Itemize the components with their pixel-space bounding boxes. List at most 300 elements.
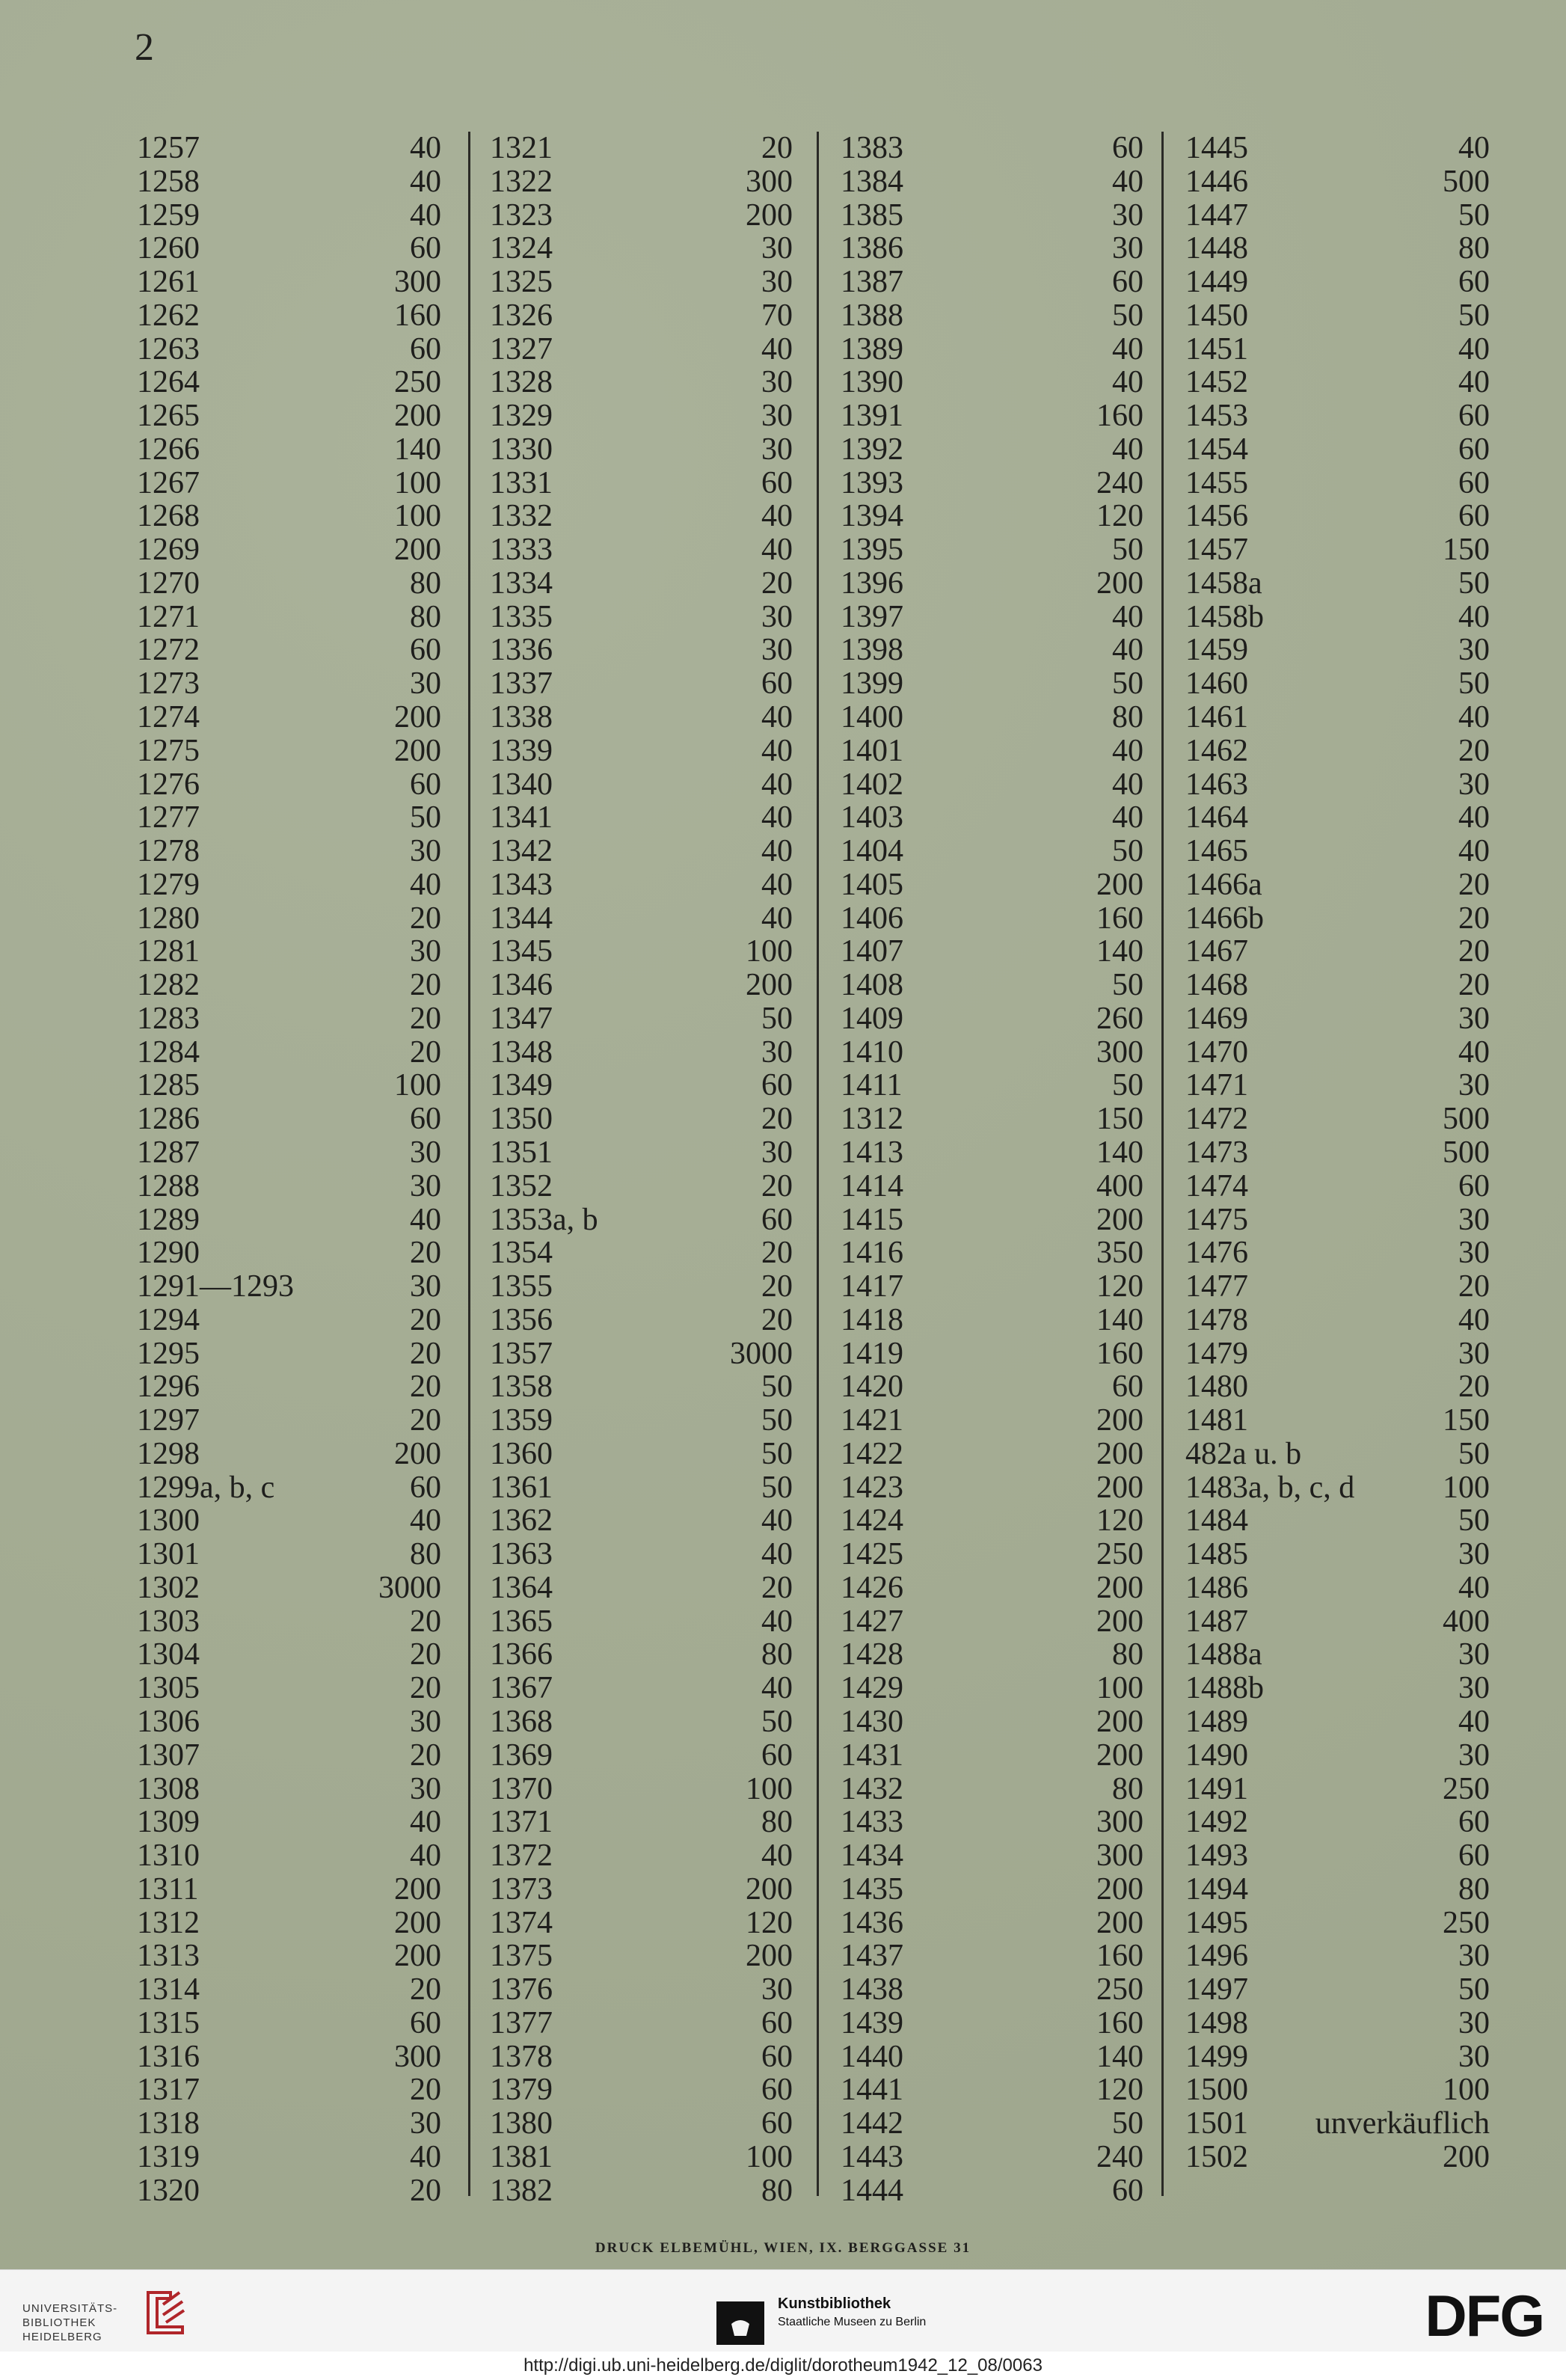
- price-value: 40: [1458, 1034, 1490, 1070]
- price-value: 30: [761, 633, 793, 668]
- lot-number: 1411: [841, 1068, 903, 1103]
- lot-number: 1409: [841, 1001, 903, 1036]
- price-value: 30: [410, 1135, 441, 1170]
- dfg-logo[interactable]: DFG: [1425, 2283, 1544, 2349]
- price-value: 60: [1458, 432, 1490, 467]
- lot-number: 1389: [841, 331, 903, 366]
- table-row: [137, 835, 441, 868]
- lot-number: 1281: [137, 934, 200, 969]
- table-row: [1185, 299, 1490, 333]
- price-value: 60: [761, 465, 793, 500]
- price-value: unverkäuflich: [1315, 2106, 1490, 2141]
- table-row: [490, 467, 793, 500]
- table-row: [841, 1672, 1143, 1705]
- lot-number: 1404: [841, 834, 903, 869]
- lot-number: 1408: [841, 968, 903, 1003]
- price-value: 240: [1096, 465, 1143, 500]
- lot-number: 1393: [841, 465, 903, 500]
- lot-number: 1493: [1185, 1838, 1248, 1874]
- price-value: 80: [761, 1805, 793, 1840]
- table-row: [137, 1370, 441, 1404]
- lot-number: 1324: [490, 231, 553, 266]
- price-value: 50: [1112, 2106, 1143, 2141]
- lot-number: 1286: [137, 1102, 200, 1137]
- lot-number: 1401: [841, 733, 903, 768]
- price-value: 20: [410, 1034, 441, 1070]
- lot-number: 1466b: [1185, 901, 1264, 936]
- lot-number: 1291—1293: [137, 1269, 294, 1304]
- price-value: 40: [1458, 800, 1490, 835]
- price-value: 30: [1458, 633, 1490, 668]
- price-value: 40: [761, 901, 793, 936]
- lot-number: 1279: [137, 867, 200, 902]
- price-value: 260: [1096, 1001, 1143, 1036]
- price-value: 100: [746, 1771, 793, 1806]
- lot-number: 1462: [1185, 733, 1248, 768]
- table-row: [841, 533, 1143, 567]
- table-row: [1185, 1571, 1490, 1605]
- table-row: [490, 1170, 793, 1203]
- price-value: 150: [1096, 1102, 1143, 1137]
- table-row: [490, 399, 793, 433]
- table-row: [137, 500, 441, 533]
- kunstbibliothek-subtitle: Staatliche Museen zu Berlin: [778, 2316, 927, 2328]
- price-value: 20: [1458, 867, 1490, 902]
- table-row: [137, 1136, 441, 1170]
- price-value: 60: [761, 1738, 793, 1773]
- table-row: [137, 701, 441, 734]
- lot-number: 1467: [1185, 934, 1248, 969]
- table-row: [1185, 1404, 1490, 1438]
- table-row: [1185, 1773, 1490, 1806]
- price-value: 140: [1096, 1302, 1143, 1337]
- table-row: [841, 199, 1143, 233]
- lot-number: 1313: [137, 1939, 200, 1974]
- lot-number: 1300: [137, 1503, 200, 1539]
- lot-number: 1283: [137, 1001, 200, 1036]
- price-value: 160: [1096, 1336, 1143, 1371]
- price-value: 40: [1112, 365, 1143, 400]
- column-divider: [468, 132, 470, 2196]
- lot-number: 1303: [137, 1604, 200, 1639]
- lot-number: 1395: [841, 533, 903, 568]
- table-row: [137, 299, 441, 333]
- lot-number: 1476: [1185, 1236, 1248, 1271]
- table-row: [490, 1973, 793, 2007]
- table-row: [137, 366, 441, 399]
- table-row: [137, 1538, 441, 1571]
- price-column-4: [1185, 132, 1490, 2174]
- table-row: [137, 2040, 441, 2074]
- lot-number: 1451: [1185, 331, 1248, 366]
- price-value: 80: [1112, 1637, 1143, 1672]
- lot-number: 1304: [137, 1637, 200, 1672]
- table-row: [1185, 1672, 1490, 1705]
- table-row: [490, 734, 793, 768]
- price-value: 40: [1112, 800, 1143, 835]
- lot-number: 1387: [841, 265, 903, 300]
- price-value: 20: [410, 1671, 441, 1706]
- table-row: [1185, 601, 1490, 634]
- lot-number: 1289: [137, 1202, 200, 1237]
- lot-number: 1446: [1185, 164, 1248, 199]
- page-number: 2: [135, 26, 154, 69]
- lot-number: 1374: [490, 1905, 553, 1940]
- table-row: [841, 333, 1143, 366]
- table-row: [490, 299, 793, 333]
- lot-number: 1464: [1185, 800, 1248, 835]
- lot-number: 1484: [1185, 1503, 1248, 1539]
- lot-number: 1500: [1185, 2073, 1248, 2108]
- lot-number: 1430: [841, 1704, 903, 1739]
- price-value: 200: [394, 399, 441, 434]
- table-row: [490, 601, 793, 634]
- price-value: 40: [761, 1604, 793, 1639]
- table-row: [137, 1907, 441, 1940]
- price-value: 200: [1096, 565, 1143, 601]
- price-column-1: [137, 132, 441, 2207]
- lot-number: 1261: [137, 265, 200, 300]
- price-value: 40: [1458, 365, 1490, 400]
- lot-number: 1466a: [1185, 867, 1262, 902]
- table-row: [841, 1873, 1143, 1907]
- kunstbibliothek-logo-icon[interactable]: [716, 2301, 764, 2349]
- lot-number: 1431: [841, 1738, 903, 1773]
- table-row: [1185, 835, 1490, 868]
- lot-number: 1488b: [1185, 1671, 1264, 1706]
- table-row: [490, 165, 793, 199]
- lot-number: 1492: [1185, 1805, 1248, 1840]
- table-row: [137, 1873, 441, 1907]
- lot-number: 1382: [490, 2173, 553, 2208]
- table-row: [490, 232, 793, 266]
- table-row: [490, 768, 793, 802]
- price-value: 30: [761, 432, 793, 467]
- table-row: [490, 500, 793, 533]
- lot-number: 1391: [841, 399, 903, 434]
- lot-number: 1335: [490, 599, 553, 634]
- lot-number: 1325: [490, 265, 553, 300]
- price-value: 30: [410, 1704, 441, 1739]
- table-row: [137, 433, 441, 467]
- price-value: 80: [410, 565, 441, 601]
- university-line: BIBLIOTHEK: [22, 2316, 96, 2329]
- lot-number: 1495: [1185, 1905, 1248, 1940]
- table-row: [490, 1102, 793, 1136]
- table-row: [137, 165, 441, 199]
- lot-number: 1316: [137, 2039, 200, 2074]
- table-row: [490, 1438, 793, 1471]
- price-value: 60: [1458, 399, 1490, 434]
- price-value: 30: [1458, 1068, 1490, 1103]
- lot-number: 1346: [490, 968, 553, 1003]
- price-value: 20: [1458, 1269, 1490, 1304]
- lot-number: 1368: [490, 1704, 553, 1739]
- price-value: 30: [1458, 1336, 1490, 1371]
- table-row: [1185, 1839, 1490, 1873]
- table-row: [1185, 935, 1490, 969]
- table-row: [490, 333, 793, 366]
- footer-bar: [0, 2269, 1566, 2352]
- price-value: 120: [1096, 1269, 1143, 1304]
- price-value: 80: [410, 599, 441, 634]
- lot-number: 1296: [137, 1370, 200, 1405]
- price-value: 30: [1458, 1671, 1490, 1706]
- table-row: [1185, 132, 1490, 165]
- table-row: [841, 1136, 1143, 1170]
- lot-number: 1371: [490, 1805, 553, 1840]
- table-row: [1185, 467, 1490, 500]
- price-value: 60: [761, 666, 793, 702]
- table-row: [137, 1438, 441, 1471]
- table-row: [137, 1270, 441, 1304]
- lot-number: 1365: [490, 1604, 553, 1639]
- table-row: [137, 1504, 441, 1538]
- lot-number: 1502: [1185, 2139, 1248, 2174]
- lot-number: 1275: [137, 733, 200, 768]
- table-row: [1185, 1504, 1490, 1538]
- lot-number: 1314: [137, 1972, 200, 2008]
- price-value: 20: [410, 1236, 441, 1271]
- price-value: 200: [746, 1939, 793, 1974]
- lot-number: 1483a, b, c, d: [1185, 1470, 1355, 1505]
- lot-number: 1472: [1185, 1102, 1248, 1137]
- table-row: [841, 1203, 1143, 1237]
- lot-number: 1452: [1185, 365, 1248, 400]
- lot-number: 1496: [1185, 1939, 1248, 1974]
- table-row: [490, 1337, 793, 1371]
- source-url[interactable]: http://digi.ub.uni-heidelberg.de/diglit/dorotheum1942_12_08/0063: [0, 2352, 1566, 2380]
- table-row: [841, 1939, 1143, 1973]
- table-row: [1185, 1973, 1490, 2007]
- lot-number: 1417: [841, 1269, 903, 1304]
- lot-number: 1312: [841, 1102, 903, 1137]
- lot-number: 1400: [841, 700, 903, 735]
- table-row: [137, 1773, 441, 1806]
- table-row: [1185, 366, 1490, 399]
- lot-number: 1449: [1185, 265, 1248, 300]
- price-value: 200: [394, 1436, 441, 1471]
- table-row: [841, 1102, 1143, 1136]
- table-row: [841, 1773, 1143, 1806]
- lot-number: 1375: [490, 1939, 553, 1974]
- price-value: 160: [1096, 1939, 1143, 1974]
- table-row: [137, 1404, 441, 1438]
- price-value: 20: [410, 901, 441, 936]
- price-value: 200: [1096, 1871, 1143, 1907]
- lot-number: 1278: [137, 834, 200, 869]
- price-value: 70: [761, 298, 793, 333]
- university-library-name: [22, 2301, 117, 2344]
- price-value: 200: [1096, 1470, 1143, 1505]
- price-value: 250: [394, 365, 441, 400]
- table-row: [1185, 734, 1490, 768]
- table-row: [1185, 533, 1490, 567]
- table-row: [1185, 1370, 1490, 1404]
- price-value: 100: [1096, 1671, 1143, 1706]
- table-row: [490, 1203, 793, 1237]
- lot-number: 1402: [841, 767, 903, 802]
- table-row: [1185, 1236, 1490, 1270]
- lot-number: 1370: [490, 1771, 553, 1806]
- price-value: 40: [1458, 1704, 1490, 1739]
- price-value: 30: [410, 934, 441, 969]
- price-value: 40: [761, 767, 793, 802]
- table-row: [490, 1236, 793, 1270]
- price-value: 30: [761, 365, 793, 400]
- lot-number: 1295: [137, 1336, 200, 1371]
- price-value: 50: [1458, 1436, 1490, 1471]
- price-value: 140: [394, 432, 441, 467]
- lot-number: 1439: [841, 2005, 903, 2040]
- table-row: [841, 1370, 1143, 1404]
- lot-number: 1323: [490, 197, 553, 233]
- lot-number: 1447: [1185, 197, 1248, 233]
- lot-number: 1405: [841, 867, 903, 902]
- table-row: [841, 266, 1143, 299]
- lot-number: 1337: [490, 666, 553, 702]
- price-value: 60: [761, 2039, 793, 2074]
- table-row: [137, 1304, 441, 1337]
- table-row: [841, 1538, 1143, 1571]
- price-value: 30: [1458, 1001, 1490, 1036]
- price-value: 30: [1458, 1537, 1490, 1572]
- table-row: [841, 467, 1143, 500]
- column-divider: [817, 132, 819, 2196]
- table-row: [490, 533, 793, 567]
- price-value: 40: [1112, 733, 1143, 768]
- price-value: 40: [1112, 432, 1143, 467]
- table-row: [490, 969, 793, 1002]
- lot-number: 1351: [490, 1135, 553, 1170]
- lot-number: 1277: [137, 800, 200, 835]
- lot-number: 1328: [490, 365, 553, 400]
- table-row: [137, 132, 441, 165]
- price-value: 30: [761, 1972, 793, 2008]
- price-value: 30: [410, 2106, 441, 2141]
- lot-number: 1263: [137, 331, 200, 366]
- table-row: [490, 1571, 793, 1605]
- lot-number: 1372: [490, 1838, 553, 1874]
- lot-number: 1396: [841, 565, 903, 601]
- table-row: [841, 734, 1143, 768]
- price-value: 50: [761, 1704, 793, 1739]
- table-row: [1185, 768, 1490, 802]
- price-value: 160: [1096, 2005, 1143, 2040]
- price-value: 50: [410, 800, 441, 835]
- table-row: [137, 902, 441, 936]
- price-value: 40: [1458, 1302, 1490, 1337]
- lot-number: 1436: [841, 1905, 903, 1940]
- lot-number: 1336: [490, 633, 553, 668]
- price-value: 120: [1096, 499, 1143, 534]
- lot-number: 1434: [841, 1838, 903, 1874]
- table-row: [137, 935, 441, 969]
- table-row: [490, 902, 793, 936]
- price-value: 200: [394, 533, 441, 568]
- lot-number: 1422: [841, 1436, 903, 1471]
- table-row: [490, 1873, 793, 1907]
- table-row: [137, 266, 441, 299]
- table-row: [1185, 1939, 1490, 1973]
- price-value: 40: [761, 1537, 793, 1572]
- price-value: 60: [1458, 1838, 1490, 1874]
- price-value: 20: [761, 1570, 793, 1605]
- university-library-logo-icon[interactable]: [141, 2288, 190, 2341]
- price-value: 30: [1458, 2005, 1490, 2040]
- price-value: 40: [410, 164, 441, 199]
- lot-number: 1321: [490, 131, 553, 165]
- price-value: 50: [1458, 666, 1490, 702]
- lot-number: 1359: [490, 1403, 553, 1438]
- lot-number: 1258: [137, 164, 200, 199]
- price-value: 40: [761, 533, 793, 568]
- table-row: [490, 634, 793, 667]
- lot-number: 1463: [1185, 767, 1248, 802]
- price-value: 400: [1096, 1168, 1143, 1203]
- lot-number: 1453: [1185, 399, 1248, 434]
- table-row: [137, 1236, 441, 1270]
- price-value: 20: [410, 1972, 441, 2008]
- price-value: 20: [410, 1001, 441, 1036]
- table-row: [1185, 1136, 1490, 1170]
- lot-number: 1332: [490, 499, 553, 534]
- lot-number: 1413: [841, 1135, 903, 1170]
- lot-number: 1456: [1185, 499, 1248, 534]
- lot-number: 1494: [1185, 1871, 1248, 1907]
- price-value: 250: [1443, 1771, 1490, 1806]
- lot-number: 1269: [137, 533, 200, 568]
- price-value: 100: [746, 934, 793, 969]
- price-value: 20: [410, 2173, 441, 2208]
- price-value: 80: [1112, 1771, 1143, 1806]
- price-value: 30: [410, 666, 441, 702]
- price-value: 60: [410, 633, 441, 668]
- price-value: 80: [1458, 1871, 1490, 1907]
- lot-number: 1480: [1185, 1370, 1248, 1405]
- price-value: 30: [1458, 1637, 1490, 1672]
- table-row: [137, 768, 441, 802]
- lot-number: 1366: [490, 1637, 553, 1672]
- lot-number: 1457: [1185, 533, 1248, 568]
- price-value: 50: [761, 1403, 793, 1438]
- table-row: [490, 266, 793, 299]
- price-value: 40: [1112, 767, 1143, 802]
- table-row: [1185, 1270, 1490, 1304]
- price-value: 40: [410, 2139, 441, 2174]
- lot-number: 1307: [137, 1738, 200, 1773]
- price-value: 120: [1096, 2073, 1143, 2108]
- price-value: 400: [1443, 1604, 1490, 1639]
- column-divider: [1161, 132, 1164, 2196]
- table-row: [137, 1471, 441, 1505]
- table-row: [1185, 1471, 1490, 1505]
- lot-number: 1318: [137, 2106, 200, 2141]
- lot-number: 1486: [1185, 1570, 1248, 1605]
- table-row: [137, 333, 441, 366]
- table-row: [490, 1705, 793, 1739]
- lot-number: 1421: [841, 1403, 903, 1438]
- price-value: 50: [1458, 298, 1490, 333]
- table-row: [137, 2141, 441, 2174]
- table-row: [1185, 667, 1490, 701]
- table-row: [1185, 1705, 1490, 1739]
- lot-number: 1420: [841, 1370, 903, 1405]
- lot-number: 1481: [1185, 1403, 1248, 1438]
- lot-number: 1361: [490, 1470, 553, 1505]
- table-row: [137, 199, 441, 233]
- price-value: 20: [1458, 733, 1490, 768]
